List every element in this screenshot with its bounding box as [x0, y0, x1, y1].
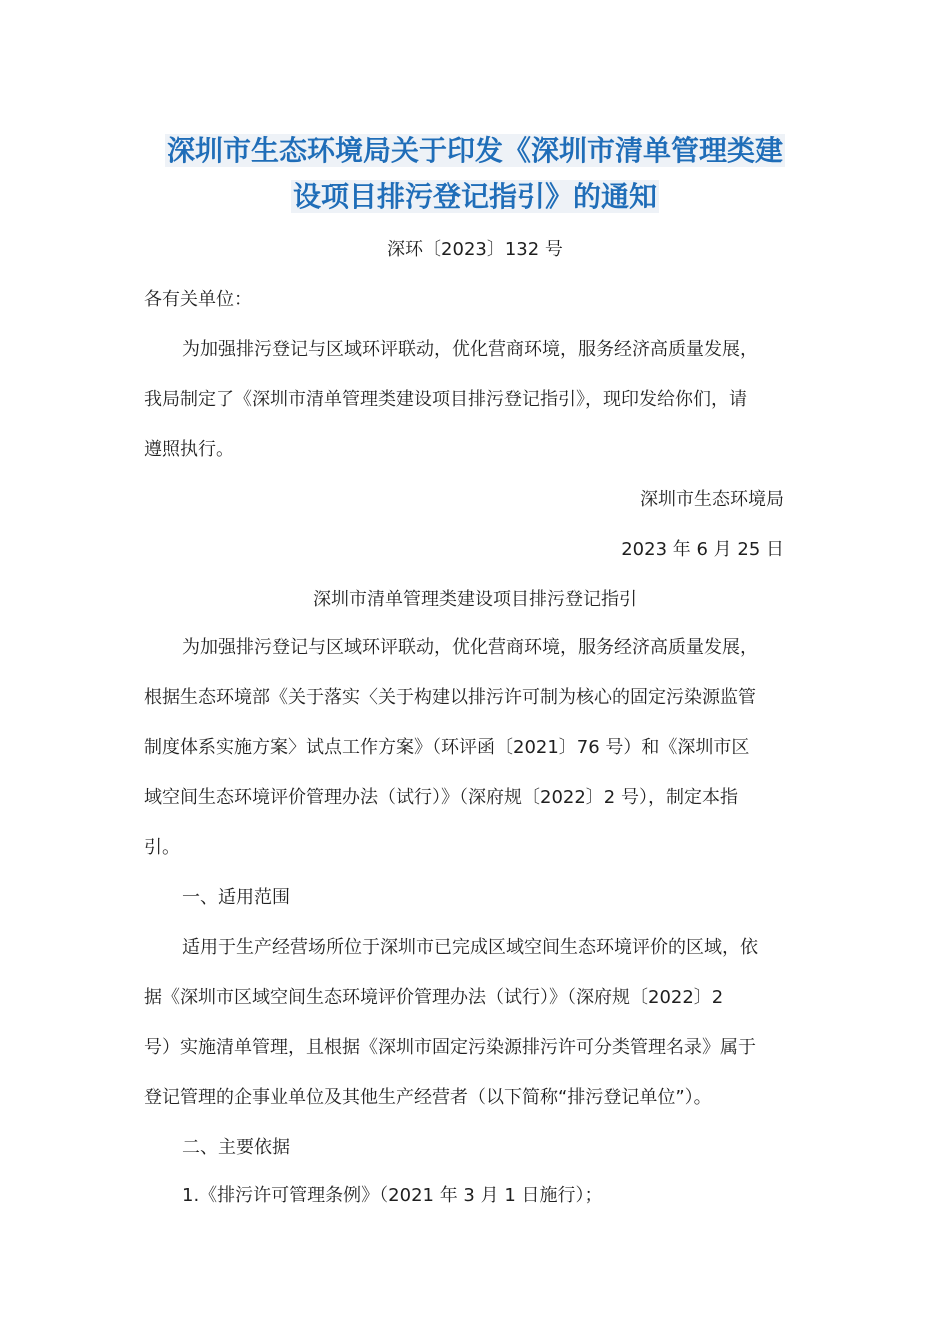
section-1-line: 号）实施清单管理，且根据《深圳市固定污染源排污许可分类管理名录》属于	[144, 1037, 756, 1058]
intro-line: 为加强排污登记与区域环评联动，优化营商环境，服务经济高质量发展，	[182, 637, 758, 658]
notice-paragraph-line: 为加强排污登记与区域环评联动，优化营商环境，服务经济高质量发展，	[182, 339, 758, 360]
section-1-line: 据《深圳市区域空间生态环境评价管理办法（试行）》（深府规〔2022〕2	[144, 987, 724, 1008]
notice-paragraph-line: 遵照执行。	[144, 439, 234, 460]
intro-line: 根据生态环境部《关于落实〈关于构建以排污许可制为核心的固定污染源监管	[144, 687, 756, 708]
section-2-item-1: 1.《排污许可管理条例》（2021 年 3 月 1 日施行）；	[182, 1185, 603, 1206]
title-line-2: 设项目排污登记指引》的通知	[292, 180, 657, 213]
signature-date: 2023 年 6 月 25 日	[621, 539, 784, 560]
section-1-heading: 一、适用范围	[182, 887, 290, 908]
section-2-heading: 二、主要依据	[182, 1137, 290, 1158]
intro-line: 域空间生态环境评价管理办法（试行）》（深府规〔2022〕2 号），制定本指	[144, 787, 738, 808]
intro-line: 引。	[144, 837, 180, 858]
document-number: 深环〔2023〕132 号	[387, 239, 563, 260]
section-1-line: 登记管理的企事业单位及其他生产经营者（以下简称“排污登记单位”）。	[144, 1087, 712, 1108]
title-line-1: 深圳市生态环境局关于印发《深圳市清单管理类建	[166, 134, 783, 167]
guide-title: 深圳市清单管理类建设项目排污登记指引	[313, 589, 637, 610]
section-1-line: 适用于生产经营场所位于深圳市已完成区域空间生态环境评价的区域，依	[182, 937, 758, 958]
signature-org: 深圳市生态环境局	[640, 489, 784, 510]
notice-paragraph-line: 我局制定了《深圳市清单管理类建设项目排污登记指引》，现印发给你们，请	[144, 389, 747, 410]
salutation: 各有关单位：	[144, 289, 252, 310]
intro-line: 制度体系实施方案〉试点工作方案》（环评函〔2021〕76 号）和《深圳市区	[144, 737, 750, 758]
page-title	[150, 128, 800, 220]
